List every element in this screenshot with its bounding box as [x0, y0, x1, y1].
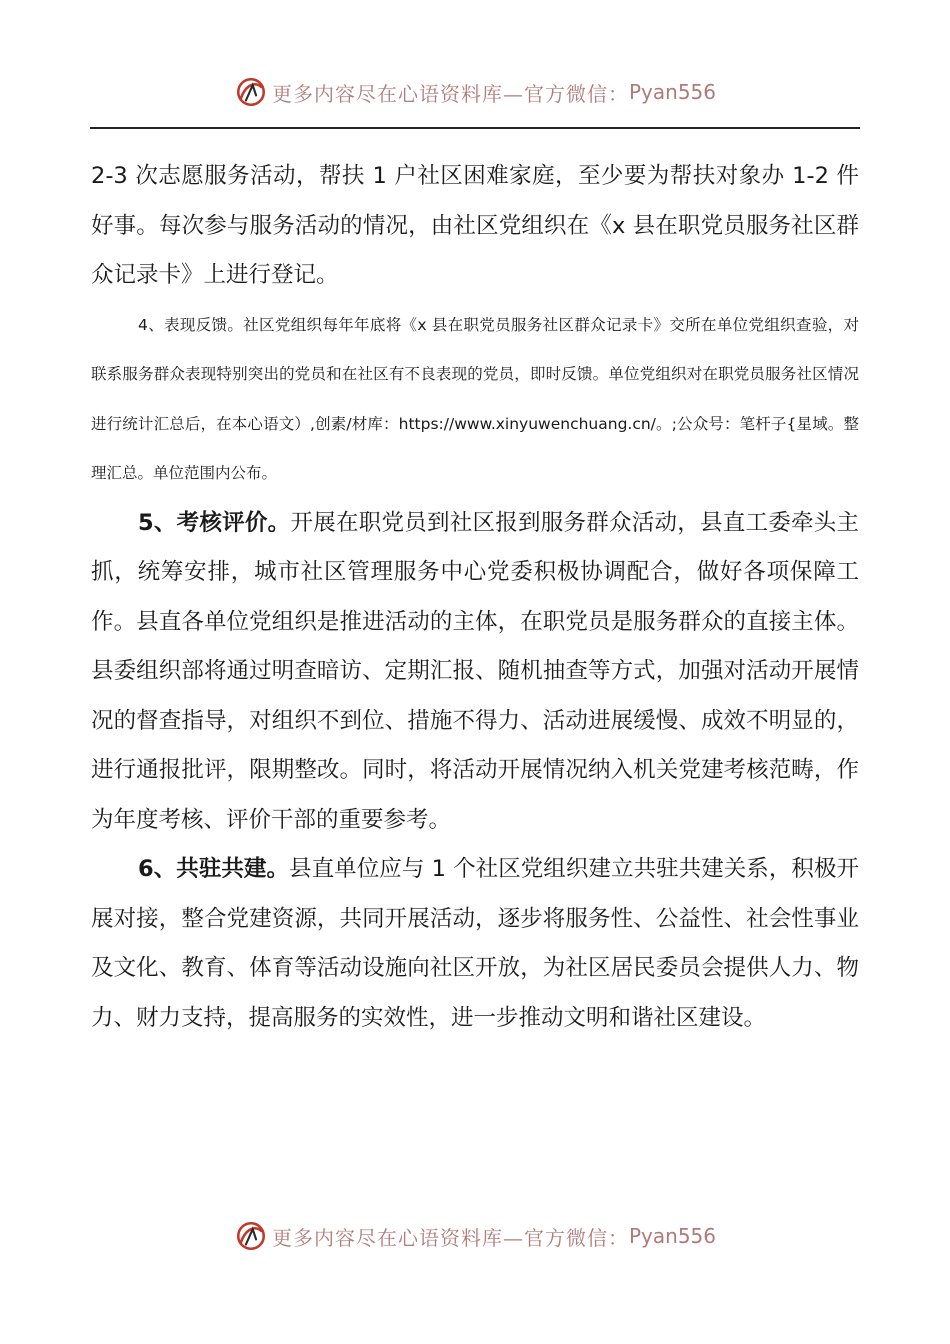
- section-heading-evaluation: 5、考核评价。: [138, 509, 291, 536]
- header-divider: [90, 127, 860, 129]
- header-banner: [0, 72, 950, 112]
- paragraph-continuation: 2-3 次志愿服务活动，帮扶 1 户社区困难家庭，至少要为帮扶对象办 1-2 件好事。每次参与服务活动的情况，由社区党组织在《x 县在职党员服务社区群众记录卡》上进行登记。: [91, 163, 859, 288]
- footer-banner-text: 更多内容尽在心语资料库—官方微信：: [271, 1225, 629, 1250]
- paragraph-feedback: 4、表现反馈。社区党组织每年年底将《x 县在职党员服务社区群众记录卡》交所在单位党组织查验，对联系服务群众表现特别突出的党员和在社区有不良表现的党员，即时反馈。单位党组织对在职党员服务社区情况进行统计汇总后，在本心语文）,创素/材库：https://www.xinyuwenchuang.cn/。;公众号：笔杆子{星域。整理汇总。单位范围内公布。: [91, 315, 859, 482]
- paragraph-cobuild: [91, 845, 859, 1043]
- footer-banner-id: Pyan556: [628, 1224, 716, 1248]
- brand-logo-icon: [234, 75, 268, 109]
- section-heading-cobuild: 6、共驻共建。: [138, 856, 290, 882]
- header-banner-id: Pyan556: [628, 80, 716, 104]
- section-text-cobuild: 县直单位应与 1 个社区党组织建立共驻共建关系，积极开展对接，整合党建资源，共同开展活动，逐步将服务性、公益性、社会性事业及文化、教育、体育等活动设施向社区开放，为社区居民委员会提供人力、物力、财力支持，提高服务的实效性，进一步推动文明和谐社区建设。: [91, 856, 860, 1031]
- paragraph-evaluation: [91, 499, 859, 846]
- document-body: [91, 152, 859, 1043]
- header-banner-text: 更多内容尽在心语资料库—官方微信：: [271, 81, 629, 106]
- brand-logo-icon: [234, 1219, 268, 1253]
- footer-banner: [0, 1216, 950, 1256]
- section-text-evaluation: 开展在职党员到社区报到服务群众活动，县直工委牵头主抓，统筹安排，城市社区管理服务中心党委积极协调配合，做好各项保障工作。县直各单位党组织是推进活动的主体，在职党员是服务群众的直接主体。县委组织部将通过明查暗访、定期汇报、随机抽查等方式，加强对活动开展情况的督查指导，对组织不到位、措施不得力、活动进展缓慢、成效不明显的，进行通报批评，限期整改。同时，将活动开展情况纳入机关党建考核范畴，作为年度考核、评价干部的重要参考。: [91, 509, 859, 833]
